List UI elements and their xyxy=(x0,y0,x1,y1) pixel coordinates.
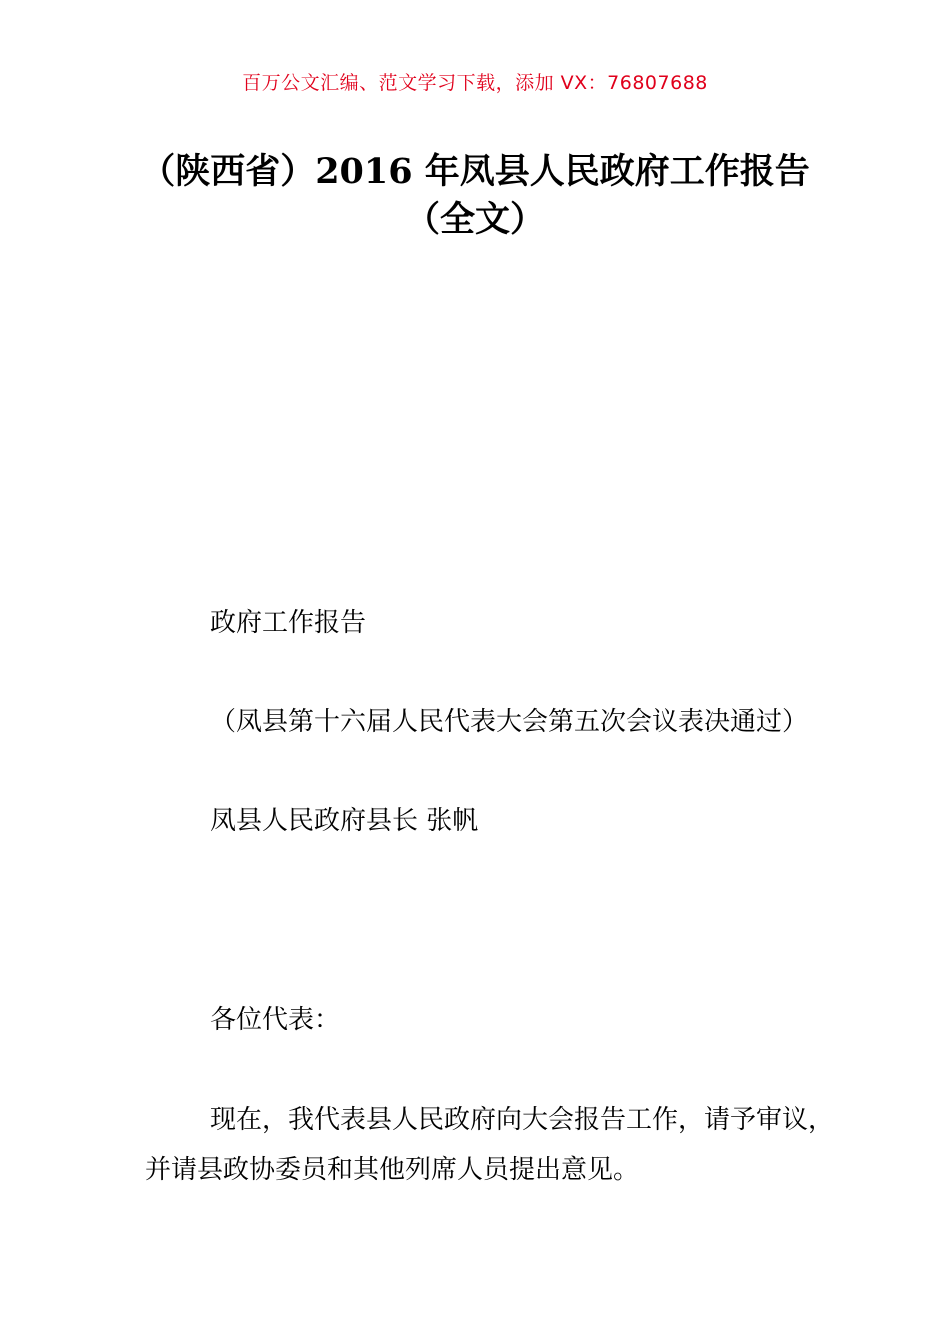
salutation: 各位代表： xyxy=(210,1005,341,1035)
document-title xyxy=(60,148,890,244)
opening-paragraph: 现在，我代表县人民政府向大会报告工作，请予审议，并请县政协委员和其他列席人员提出意见。 xyxy=(145,1105,835,1185)
speaker-line: 凤县人民政府县长 张帆 xyxy=(210,806,479,836)
document-title-line-1: （陕西省）2016 年凤县人民政府工作报告 xyxy=(140,151,810,192)
report-label: 政府工作报告 xyxy=(210,608,367,638)
header-watermark-note: 百万公文汇编、范文学习下载，添加 VX：76807688 xyxy=(242,72,708,94)
document-title-line-2: （全文） xyxy=(404,199,545,240)
approval-note: （凤县第十六届人民代表大会第五次会议表决通过） xyxy=(210,707,809,737)
